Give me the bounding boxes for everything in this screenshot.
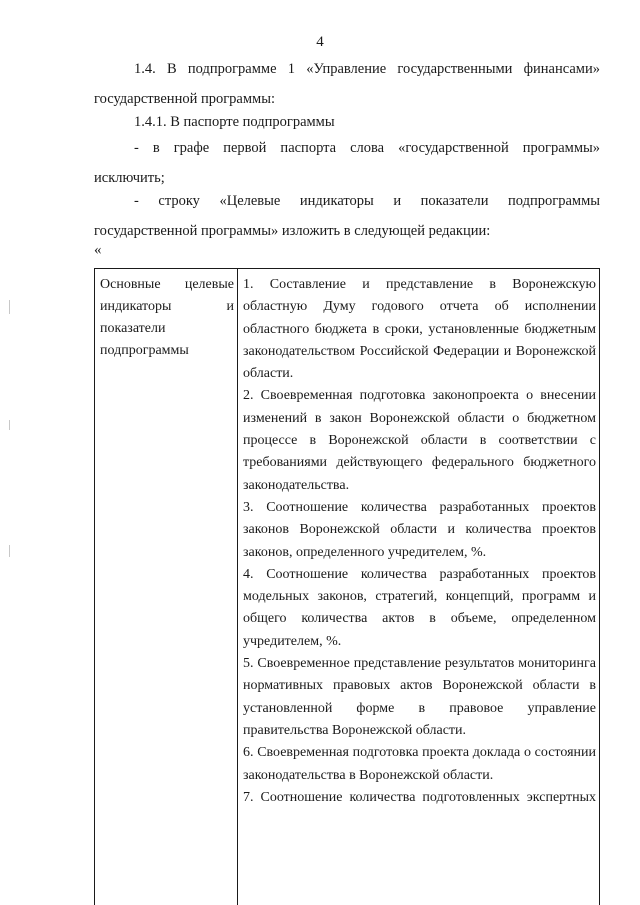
- scan-artifact-line: [9, 300, 10, 314]
- indicator-item: 3. Соотношение количества разработанных проектов законов Воронежской области и количества проектов законов, определенного учредителем, %.: [243, 499, 596, 560]
- header-line: индикаторы и: [100, 299, 234, 314]
- indicator-item: 7. Соотношение количества подготовленных экспертных: [243, 789, 596, 805]
- paragraph-replace-row: - строку «Целевые индикаторы и показатели подпрограммы государственной программы» изложить в следующей редакции:: [94, 193, 600, 239]
- indicator-item: 2. Своевременная подготовка законопроекта о внесении изменений в закон Воронежской области о бюджетном процессе в Воронежской области в соответствии с требованиями действующего федерального бюджетного законодательства.: [243, 388, 596, 493]
- header-line: Основные целевые: [100, 277, 234, 292]
- paragraph-passport-clause: 1.4.1. В паспорте подпрограммы: [134, 114, 335, 130]
- table-header-cell: [95, 269, 238, 905]
- table-indicators-cell: [238, 269, 599, 905]
- indicator-item: 1. Составление и представление в Воронежскую областную Думу годового отчета об исполнении областного бюджета в сроки, установленные бюджетным законодательством Российской Федерации и Воронежской области.: [243, 277, 596, 382]
- opening-quote: «: [94, 242, 102, 258]
- indicator-item: 6. Своевременная подготовка проекта доклада о состоянии законодательства в Воронежской области.: [243, 745, 596, 783]
- scan-artifact-line: [9, 420, 10, 430]
- paragraph-exclude-words: - в графе первой паспорта слова «государственной программы» исключить;: [94, 140, 600, 186]
- paragraph-subprogram-heading: 1.4. В подпрограмме 1 «Управление государственными финансами» государственной программы:: [94, 61, 600, 107]
- scan-artifact-line: [9, 545, 10, 557]
- passport-table: [94, 268, 600, 905]
- header-line: подпрограммы: [100, 343, 189, 358]
- indicator-item: 5. Своевременное представление результатов мониторинга нормативных правовых актов Воронежской области в установленной форме в правовое управление правительства Воронежской области.: [243, 656, 596, 738]
- indicator-item: 4. Соотношение количества разработанных проектов модельных законов, стратегий, концепций, программ и общего количества актов в объеме, определенном учредителем, %.: [243, 566, 596, 649]
- page-number: 4: [316, 34, 324, 50]
- header-line: показатели: [100, 321, 166, 336]
